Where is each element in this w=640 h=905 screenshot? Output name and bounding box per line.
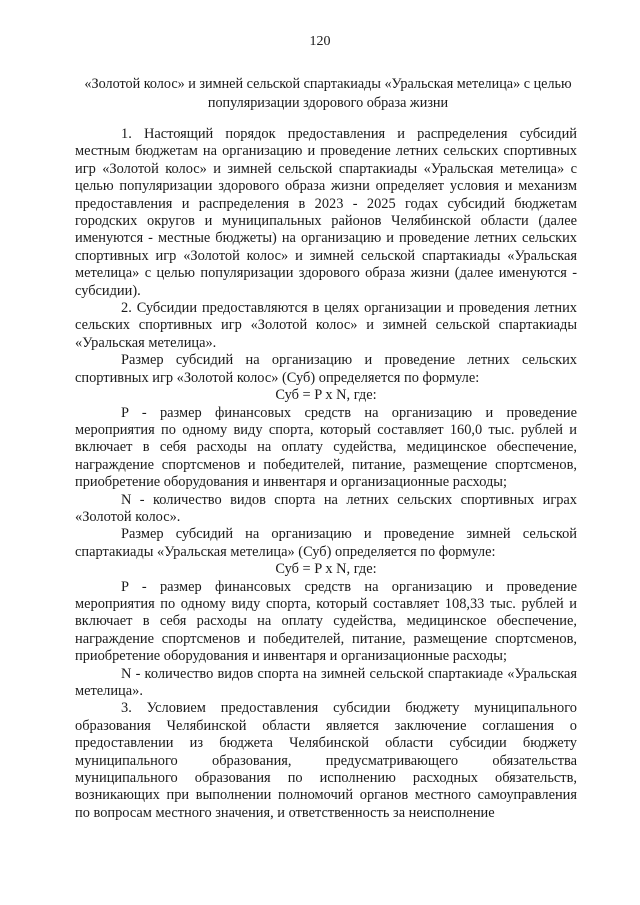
paragraph-1: 1. Настоящий порядок предоставления и распределения субсидий местным бюджетам на организацию и проведение летних сельских спортивных игр «Золотой колос» и зимней сельской спартакиады «Уральская метелица» с целью популяризации здорового образа жизни определяет условия и механизм предоставления и распределения в 2023 - 2025 годах субсидий бюджетам городских округов и муниципальных районов Челябинской области (далее именуются - местные бюджеты) на организацию и проведение летних сельских спортивных игр «Золотой колос» и зимней сельской спартакиады «Уральская метелица» с целью популяризации здорового образа жизни (далее именуются - субсидии). (75, 126, 577, 299)
paragraph-9: 3. Условием предоставления субсидии бюджету муниципального образования Челябинской области является заключение соглашения о предоставлении из бюджета Челябинской области субсидии бюджету муниципального образования, предусматривающего обязательства муниципального образования по исполнению расходных обязательств, возникающих при выполнении полномочий органов местного самоуправления по вопросам местного значения, и ответственность за неисполнение (75, 700, 577, 821)
paragraph-6: Размер субсидий на организацию и проведение зимней сельской спартакиады «Уральская метелица» (Суб) определяется по формуле: (75, 526, 577, 560)
paragraph-8: N - количество видов спорта на зимней сельской спартакиаде «Уральская метелица». (75, 665, 577, 699)
paragraph-5: N - количество видов спорта на летних сельских спортивных играх «Золотой колос». (75, 491, 577, 525)
document-body (75, 126, 577, 822)
paragraph-4: P - размер финансовых средств на организацию и проведение мероприятия по одному виду спорта, который составляет 160,0 тыс. рублей и включает в себя расходы на оплату судейства, медицинское обеспечение, награждение спортсменов и победителей, питание, размещение спортсменов, приобретение оборудования и инвентаря и организационные расходы; (75, 404, 577, 491)
page-number: 120 (309, 34, 331, 49)
formula-2: Суб = P x N, где: (275, 561, 377, 578)
paragraph-2: 2. Субсидии предоставляются в целях организации и проведения летних сельских спортивных игр «Золотой колос» и зимней сельской спартакиады «Уральская метелица». (75, 300, 577, 351)
paragraph-7: P - размер финансовых средств на организацию и проведение мероприятия по одному виду спорта, который составляет 108,33 тыс. рублей и включает в себя расходы на оплату судейства, медицинское обеспечение, награждение спортсменов и победителей, питание, размещение спортсменов, приобретение оборудования и инвентаря и организационные расходы; (75, 578, 577, 665)
formula-1: Суб = P x N, где: (275, 387, 377, 404)
section-heading: «Золотой колос» и зимней сельской спартакиады «Уральская метелица» с целью популяризации здорового образа жизни (84, 76, 572, 111)
paragraph-3: Размер субсидий на организацию и проведение летних сельских спортивных игр «Золотой колос» (Суб) определяется по формуле: (75, 352, 577, 386)
